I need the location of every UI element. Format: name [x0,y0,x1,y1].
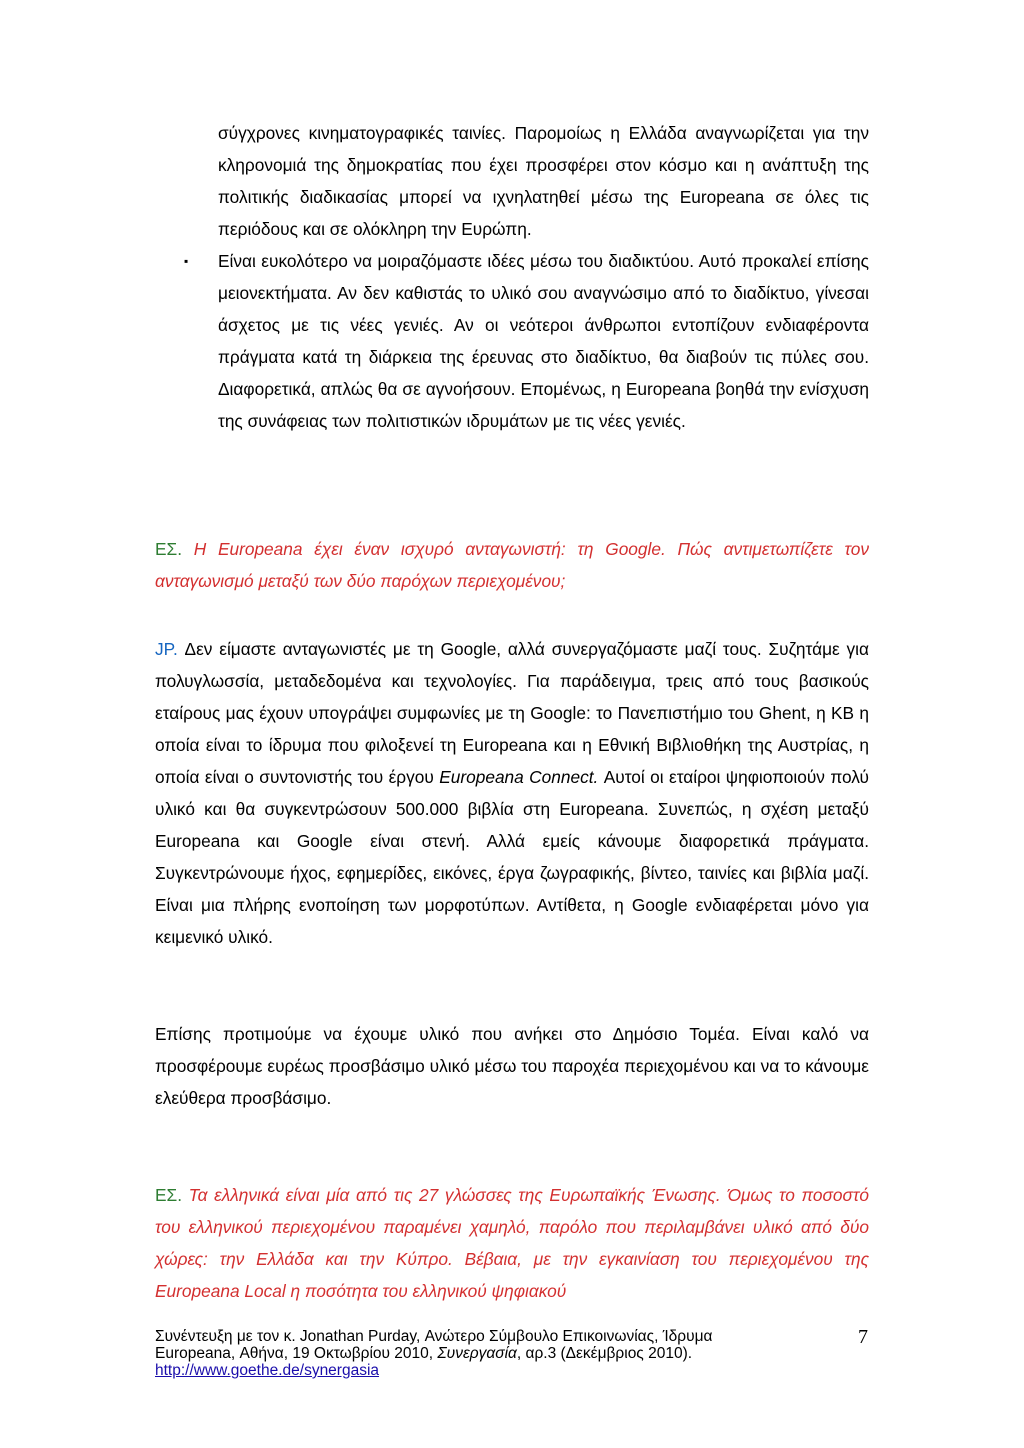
bullet-item-text: Είναι ευκολότερο να μοιραζόμαστε ιδέες μέσω του διαδικτύου. Αυτό προκαλεί επίσης μειονεκτήματα. Αν δεν καθιστάς το υλικό σου αναγνώσιμο από το διαδίκτυο, γίνεσαι άσχετος με τις νέες γενιές. Αν οι νεότεροι άνθρωποι εντοπίζουν ενδιαφέροντα πράγματα κατά τη διάρκεια της έρευνας στο διαδίκτυο, θα διαβούν τις πύλες σου. Διαφορετικά, απλώς θα σε αγνοήσουν. Επομένως, η Europeana βοηθά την ενίσχυση της συνάφειας των πολιτιστικών ιδρυμάτων με τις νέες γενιές. [218,251,869,431]
question-text: Η Europeana έχει έναν ισχυρό ανταγωνιστή: τη Google. Πώς αντιμετωπίζετε τον ανταγωνισμό μεταξύ των δύο παρόχων περιεχομένου; [155,539,869,591]
bullet-continuation [218,117,869,245]
question-text: Τα ελληνικά είναι μία από τις 27 γλώσσες της Ευρωπαϊκής Ένωσης. Όμως το ποσοστό του ελληνικού περιεχομένου παραμένει χαμηλό, παρόλο που περιλαμβάνει υλικό από δύο χώρες: την Ελλάδα και την Κύπρο. Βέβαια, με την εγκαινίαση του περιεχομένου της Europeana Local η ποσότητα του ελληνικού ψηφιακού [155,1185,869,1301]
footer-text-after: , αρ.3 (Δεκέμβριος 2010). [516,1345,693,1362]
question-1 [155,533,869,597]
answer-speaker: JP. [155,639,178,659]
page-number: 7 [858,1326,868,1348]
footer-text-before: Συνέντευξη με τον κ. Jonathan Purday, Ανώτερο Σύμβουλο Επικοινωνίας, Ίδρυμα Europeana, Αθήνα, 19 Οκτωβρίου 2010, [155,1328,713,1362]
bullet-cont-text: σύγχρονες κινηματογραφικές ταινίες. Παρομοίως η Ελλάδα αναγνωρίζεται για την κληρονομιά της δημοκρατίας που έχει προσφέρει στον κόσμο και η ανάπτυξη της πολιτικής διαδικασίας μπορεί να ιχνηλατηθεί μέσω της Europeana σε όλες τις περιόδους και σε ολόκληρη την Ευρώπη. [218,123,869,239]
question-2 [155,1179,869,1307]
answer-1 [155,633,869,953]
answer-1-continued [155,1018,869,1114]
bullet-item [218,245,869,437]
question-speaker: ΕΣ. [155,539,183,559]
footer-link[interactable]: http://www.goethe.de/synergasia [155,1362,380,1379]
question-speaker: ΕΣ. [155,1185,183,1205]
answer-text-before: Δεν είμαστε ανταγωνιστές με τη Google, αλλά συνεργαζόμαστε μαζί τους. Συζητάμε για πολυγλωσσία, μεταδεδομένα και τεχνολογίες. Για παράδειγμα, τρεις από τους βασικούς εταίρους μας έχουν υπογράψει συμφωνίες με τη Google: το Πανεπιστήμιο του Ghent, η KB η οποία είναι το ίδρυμα που φιλοξενεί τη Europeana και η Εθνική Βιβλιοθήκη της Αυστρίας, η οποία είναι ο συντονιστής του έργου [155,639,869,787]
footer-journal: Συνεργασία [437,1345,517,1362]
project-name: Europeana Connect. [439,767,599,787]
bullet-marker: ▪ [184,254,189,268]
footer-citation [155,1328,795,1379]
answer-paragraph: Επίσης προτιμούμε να έχουμε υλικό που ανήκει στο Δημόσιο Τομέα. Είναι καλό να προσφέρουμε ευρέως προσβάσιμο υλικό μέσω του παροχέα περιεχομένου και να το κάνουμε ελεύθερα προσβάσιμο. [155,1024,869,1108]
answer-text-after: Αυτοί οι εταίροι ψηφιοποιούν πολύ υλικό και θα συγκεντρώσουν 500.000 βιβλία στη Europeana. Συνεπώς, η σχέση μεταξύ Europeana και Google είναι στενή. Αλλά εμείς κάνουμε διαφορετικά πράγματα. Συγκεντρώνουμε ήχος, εφημερίδες, εικόνες, έργα ζωγραφικής, βίντεο, ταινίες και βιβλία μαζί. Είναι μια πλήρης ενοποίηση των μορφοτύπων. Αντίθετα, η Google ενδιαφέρεται μόνο για κειμενικό υλικό. [155,767,869,947]
